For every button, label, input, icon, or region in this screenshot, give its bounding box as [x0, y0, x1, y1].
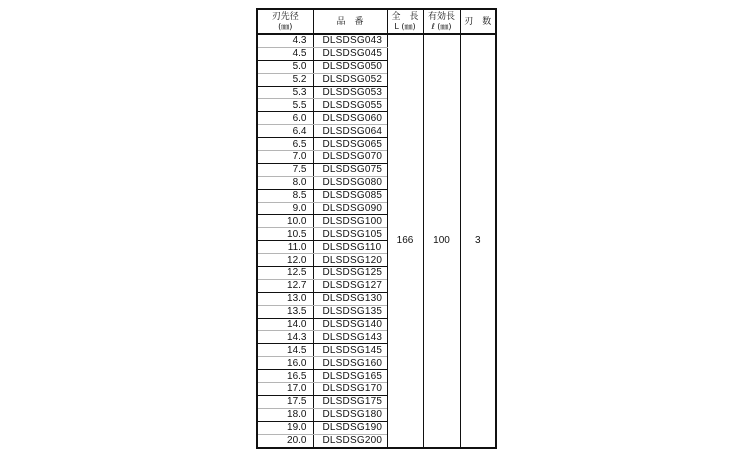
- cell-part-number: DLSDSG175: [313, 395, 387, 408]
- cell-diameter: 20.0: [257, 434, 313, 447]
- cell-diameter: 13.5: [257, 305, 313, 318]
- cell-diameter: 14.0: [257, 318, 313, 331]
- cell-part-number: DLSDSG053: [313, 86, 387, 99]
- table-row: [257, 34, 496, 47]
- cell-part-number: DLSDSG052: [313, 73, 387, 86]
- cell-part-number: DLSDSG064: [313, 125, 387, 138]
- cell-part-number: DLSDSG043: [313, 34, 387, 47]
- cell-part-number: DLSDSG085: [313, 189, 387, 202]
- cell-effective-length: 100: [423, 34, 460, 448]
- cell-part-number: DLSDSG065: [313, 138, 387, 151]
- cell-part-number: DLSDSG160: [313, 357, 387, 370]
- cell-part-number: DLSDSG100: [313, 215, 387, 228]
- cell-diameter: 17.5: [257, 395, 313, 408]
- header-overall-length: [387, 9, 423, 34]
- cell-part-number: DLSDSG080: [313, 176, 387, 189]
- table-body: [257, 34, 496, 448]
- cell-part-number: DLSDSG075: [313, 163, 387, 176]
- cell-diameter: 6.4: [257, 125, 313, 138]
- header-part-number: [313, 9, 387, 34]
- cell-diameter: 7.0: [257, 151, 313, 164]
- cell-diameter: 14.3: [257, 331, 313, 344]
- cell-part-number: DLSDSG140: [313, 318, 387, 331]
- header-diameter: [257, 9, 313, 34]
- cell-part-number: DLSDSG200: [313, 434, 387, 447]
- cell-diameter: 12.5: [257, 267, 313, 280]
- header-diameter-label: 刃先径: [271, 11, 299, 22]
- cell-diameter: 19.0: [257, 421, 313, 434]
- header-overall-length-label: 全 長: [391, 11, 419, 22]
- cell-part-number: DLSDSG055: [313, 99, 387, 112]
- cell-part-number: DLSDSG170: [313, 383, 387, 396]
- cell-diameter: 16.0: [257, 357, 313, 370]
- header-effective-length: [423, 9, 460, 34]
- cell-part-number: DLSDSG050: [313, 60, 387, 73]
- cell-diameter: 6.5: [257, 138, 313, 151]
- cell-part-number: DLSDSG060: [313, 112, 387, 125]
- cell-diameter: 12.7: [257, 279, 313, 292]
- spec-table: [256, 8, 497, 449]
- cell-diameter: 18.0: [257, 408, 313, 421]
- cell-diameter: 8.0: [257, 176, 313, 189]
- cell-diameter: 13.0: [257, 292, 313, 305]
- header-part-number-label: 品 番: [336, 16, 364, 27]
- cell-diameter: 5.0: [257, 60, 313, 73]
- cell-diameter: 10.5: [257, 228, 313, 241]
- header-flutes: [460, 9, 496, 34]
- cell-part-number: DLSDSG070: [313, 151, 387, 164]
- cell-part-number: DLSDSG120: [313, 254, 387, 267]
- cell-part-number: DLSDSG125: [313, 267, 387, 280]
- cell-part-number: DLSDSG180: [313, 408, 387, 421]
- cell-diameter: 12.0: [257, 254, 313, 267]
- cell-diameter: 17.0: [257, 383, 313, 396]
- cell-part-number: DLSDSG045: [313, 47, 387, 60]
- cell-part-number: DLSDSG127: [313, 279, 387, 292]
- cell-part-number: DLSDSG165: [313, 370, 387, 383]
- cell-part-number: DLSDSG130: [313, 292, 387, 305]
- cell-overall-length: 166: [387, 34, 423, 448]
- cell-part-number: DLSDSG145: [313, 344, 387, 357]
- header-overall-length-unit: L (㎜): [394, 21, 416, 31]
- header-effective-length-label: 有効長: [427, 11, 455, 22]
- cell-diameter: 9.0: [257, 202, 313, 215]
- cell-part-number: DLSDSG135: [313, 305, 387, 318]
- cell-part-number: DLSDSG090: [313, 202, 387, 215]
- cell-part-number: DLSDSG105: [313, 228, 387, 241]
- cell-diameter: 11.0: [257, 241, 313, 254]
- cell-diameter: 10.0: [257, 215, 313, 228]
- cell-diameter: 14.5: [257, 344, 313, 357]
- cell-part-number: DLSDSG190: [313, 421, 387, 434]
- cell-diameter: 6.0: [257, 112, 313, 125]
- cell-diameter: 8.5: [257, 189, 313, 202]
- header-diameter-unit: (㎜): [278, 21, 293, 31]
- cell-diameter: 16.5: [257, 370, 313, 383]
- cell-diameter: 4.5: [257, 47, 313, 60]
- cell-diameter: 7.5: [257, 163, 313, 176]
- cell-diameter: 5.3: [257, 86, 313, 99]
- cell-flutes: 3: [460, 34, 496, 448]
- header-flutes-label: 刃 数: [464, 16, 492, 27]
- cell-part-number: DLSDSG143: [313, 331, 387, 344]
- cell-diameter: 5.5: [257, 99, 313, 112]
- header-row: [257, 9, 496, 34]
- cell-diameter: 5.2: [257, 73, 313, 86]
- header-effective-length-unit: ℓ (㎜): [431, 21, 452, 31]
- cell-part-number: DLSDSG110: [313, 241, 387, 254]
- cell-diameter: 4.3: [257, 34, 313, 47]
